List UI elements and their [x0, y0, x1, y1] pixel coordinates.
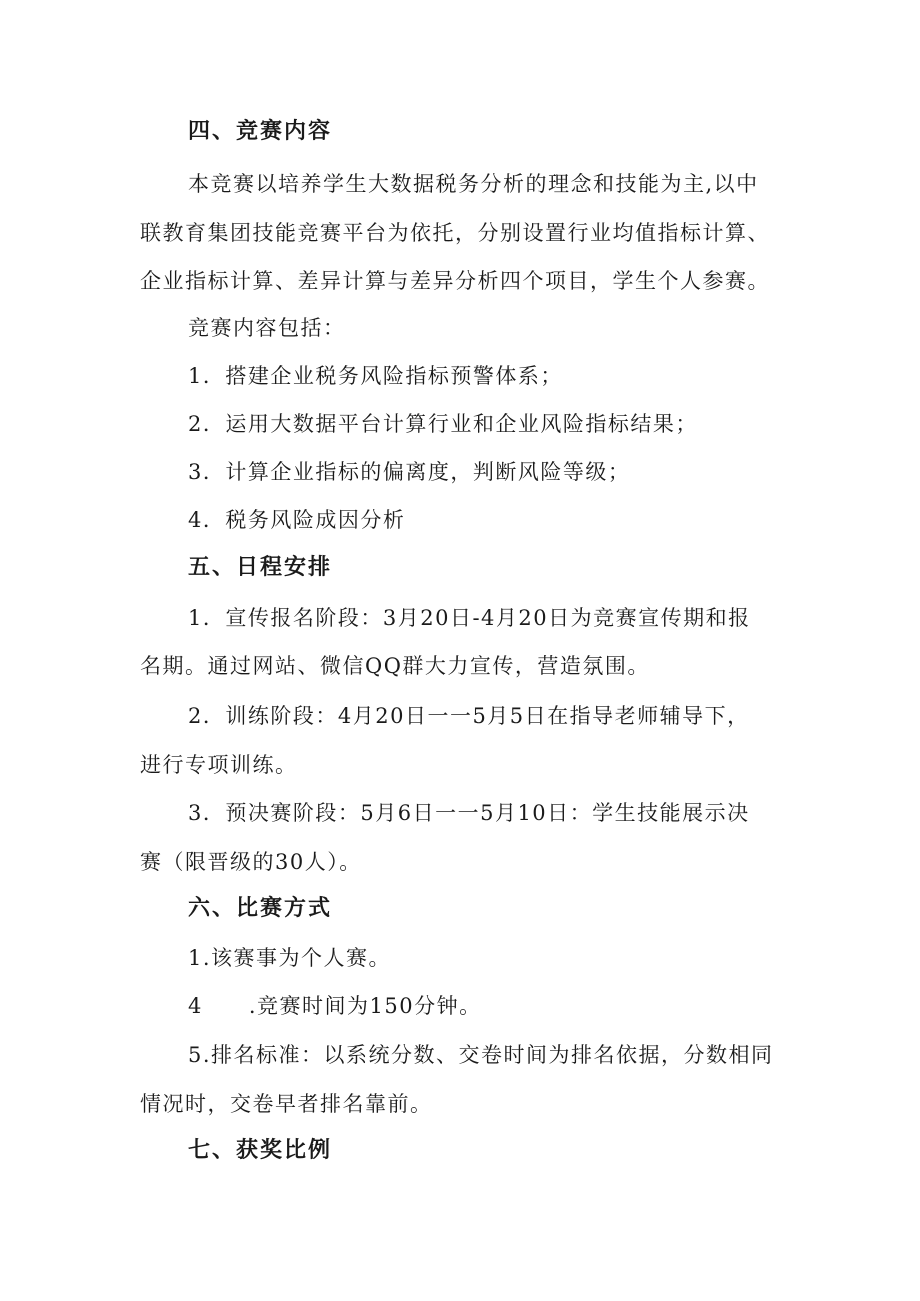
paragraph-line: 进行专项训练。 [140, 753, 298, 777]
list-item-text: .竞赛时间为150分钟。 [248, 994, 482, 1018]
section-heading: 七、获奖比例 [188, 1138, 333, 1163]
paragraph-line: 2．训练阶段：4月20日一一5月5日在指导老师辅导下， [188, 704, 750, 728]
section-heading: 四、竞赛内容 [188, 119, 333, 144]
paragraph-line: 3．预决赛阶段：5月6日一一5月10日：学生技能展示决 [188, 801, 750, 825]
list-item: 3．计算企业指标的偏离度，判断风险等级； [188, 460, 631, 484]
paragraph-line: 1．宣传报名阶段：3月20日-4月20日为竞赛宣传期和报 [188, 606, 751, 630]
paragraph-line: 5.排名标准：以系统分数、交卷时间为排名依据，分数相同 [188, 1043, 774, 1067]
section-heading: 六、比赛方式 [188, 896, 333, 921]
list-item: 4．税务风险成因分析 [188, 508, 406, 532]
list-item: 1.该赛事为个人赛。 [188, 946, 392, 970]
paragraph-line: 本竞赛以培养学生大数据税务分析的理念和技能为主,以中 [188, 172, 759, 196]
paragraph-line: 名期。通过网站、微信QQ群大力宣传，营造氛围。 [140, 654, 650, 678]
paragraph-line: 竞赛内容包括： [188, 316, 346, 340]
list-item [188, 992, 482, 1020]
paragraph-line: 联教育集团技能竞赛平台为依托，分别设置行业均值指标计算、 [140, 221, 770, 245]
paragraph-line: 情况时，交卷早者排名靠前。 [140, 1092, 433, 1116]
list-item: 1．搭建企业税务风险指标预警体系； [188, 364, 563, 388]
list-item-number: 4 [188, 994, 203, 1018]
paragraph-line: 企业指标计算、差异计算与差异分析四个项目，学生个人参赛。 [140, 269, 770, 293]
section-heading: 五、日程安排 [188, 555, 333, 580]
paragraph-line: 赛（限晋级的30人）。 [140, 850, 362, 874]
list-item: 2．运用大数据平台计算行业和企业风险指标结果； [188, 412, 698, 436]
